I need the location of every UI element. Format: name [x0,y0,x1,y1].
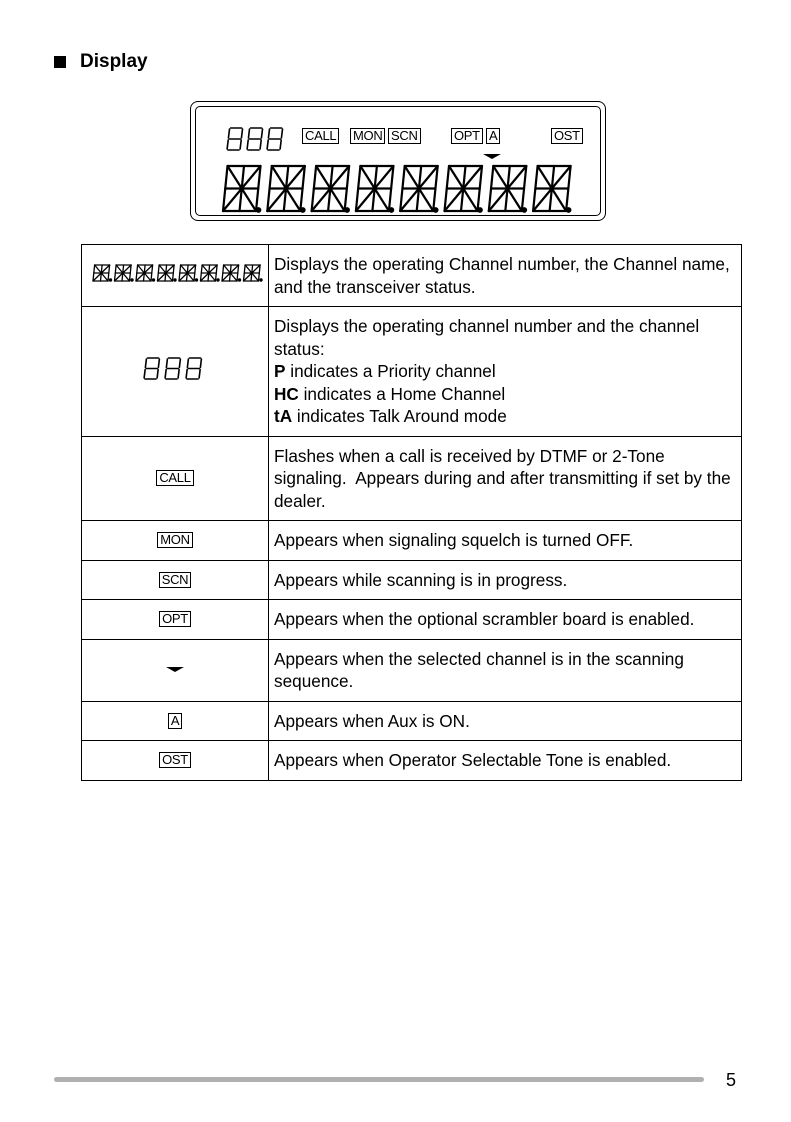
table-row [82,600,742,640]
description-line [274,569,735,592]
status-code: P [274,361,286,381]
table-row [82,741,742,781]
description-cell [269,245,742,307]
icon-cell [82,307,269,437]
description-text: Appears when the optional scrambler board is enabled. [274,609,695,629]
lcd-display-illustration [190,101,606,221]
scn-indicator-icon: SCN [159,572,192,588]
description-line [274,360,735,383]
mon-indicator-icon: MON [157,532,192,548]
description-cell [269,436,742,521]
description-text: Flashes when a call is received by DTMF or 2-Tone signaling. Appears during and after transmitting if set by the dealer. [274,445,736,511]
description-line [274,383,735,406]
description-line [274,253,735,298]
table-row [82,245,742,307]
description-cell [269,560,742,600]
description-text: Appears when the selected channel is in the scanning sequence. [274,648,689,691]
description-text: Displays the operating channel number and the channel status: [274,316,704,359]
section-heading [54,51,148,73]
section-title: Display [80,51,148,72]
table-row [82,639,742,701]
description-line [274,608,735,631]
description-cell [269,307,742,437]
lcd-mon-label: MON [350,128,385,144]
lcd-opt-label: OPT [451,128,483,144]
lcd-segments-graphic [191,102,607,222]
description-line [274,405,735,428]
icon-cell [82,600,269,640]
description-line [274,749,735,772]
description-text: indicates a Home Channel [298,383,506,404]
description-cell [269,741,742,781]
icon-cell [82,701,269,741]
a-indicator-icon: A [168,713,182,729]
down-arrow-icon [166,667,184,672]
description-line [274,445,735,513]
table-row [82,436,742,521]
status-code: tA [274,406,293,426]
lcd-scan-arrow-icon [483,148,501,166]
alnum-segments-icon [85,261,265,285]
status-code: HC [274,383,299,404]
table-row [82,521,742,561]
description-line [274,648,735,693]
icon-cell [82,436,269,521]
description-text: Appears when Operator Selectable Tone is enabled. [274,750,672,770]
description-cell [269,639,742,701]
table-row [82,701,742,741]
icon-cell [82,560,269,600]
icon-cell [82,639,269,701]
lcd-scn-label: SCN [388,128,421,144]
bullet-square-icon [54,56,66,68]
page-number: 5 [726,1070,737,1090]
table-row [82,307,742,437]
table-row [82,560,742,600]
description-text: Appears while scanning is in progress. [274,569,568,590]
display-description-table [81,244,742,781]
icon-cell [82,521,269,561]
call-indicator-icon: CALL [156,470,193,486]
description-text: Appears when Aux is ON. [274,710,470,731]
description-text: indicates a Priority channel [285,361,496,381]
seven-segment-888-icon [140,354,210,384]
description-text: indicates Talk Around mode [292,406,507,426]
description-line [274,710,735,733]
description-text: Displays the operating Channel number, the Channel name, and the transceiver status. [274,254,735,297]
icon-cell [82,741,269,781]
lcd-ost-label: OST [551,128,583,144]
ost-indicator-icon: OST [159,752,191,768]
description-cell [269,600,742,640]
description-line [274,315,735,360]
opt-indicator-icon: OPT [159,611,191,627]
description-cell [269,701,742,741]
footer-rule [54,1077,704,1082]
lcd-call-label: CALL [302,128,339,144]
description-cell [269,521,742,561]
lcd-aux-label: A [486,128,500,144]
description-text: Appears when signaling squelch is turned OFF. [274,530,634,550]
description-line [274,529,735,552]
icon-cell [82,245,269,307]
